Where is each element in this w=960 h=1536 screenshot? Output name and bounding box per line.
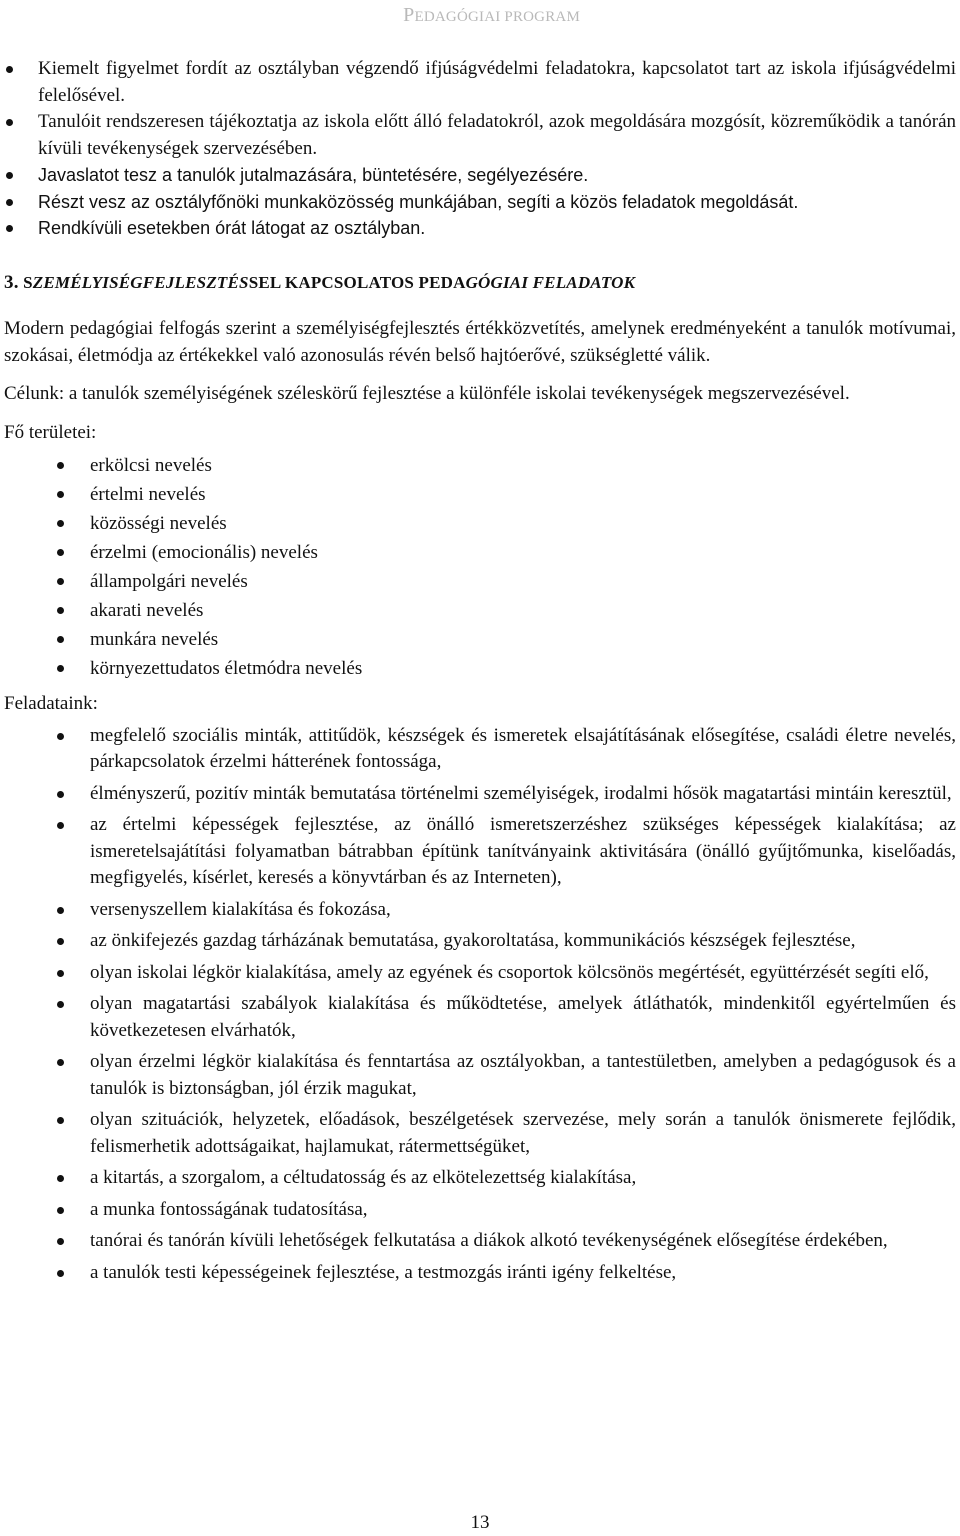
list-item: állampolgári nevelés — [4, 567, 956, 596]
list-item: érzelmi (emocionális) nevelés — [4, 538, 956, 567]
section-title-part: ZEMÉLYISÉGFEJLESZTÉS — [32, 272, 249, 292]
section-title-part: GÓGIAI FELADATOK — [465, 272, 636, 292]
list-item: megfelelő szociális minták, attitűdök, készségek és ismeretek elsajátításának elősegítése, családi életre nevelés, párkapcsolatok érzelmi hátterének fontossága, — [4, 723, 956, 776]
list-item: olyan magatartási szabályok kialakítása és működtetése, amelyek átláthatók, mindenkitől egyértelműen és következetesen elvárhatók, — [4, 991, 956, 1044]
list-item: Rendkívüli esetekben órát látogat az osztályban. — [4, 215, 956, 242]
list-item: a tanulók testi képességeinek fejlesztése, a testmozgás iránti igény felkeltése, — [4, 1260, 956, 1287]
header-initial: P — [403, 4, 415, 26]
list-item: olyan iskolai légkör kialakítása, amely az egyének és csoportok kölcsönös megértését, együttérzését segíti elő, — [4, 960, 956, 987]
list-item: olyan érzelmi légkör kialakítása és fenntartása az osztályokban, a tantestületben, amelyben a pedagógusok és a tanulók is biztonságban, jól érzik magukat, — [4, 1049, 956, 1102]
page-number: 13 — [470, 1512, 490, 1533]
list-item: erkölcsi nevelés — [4, 451, 956, 480]
list-item: Tanulóit rendszeresen tájékoztatja az iskola előtt álló feladatokról, azok megoldására mozgósít, közreműködik a tanórán kívüli tevékenységek szervezésében. — [4, 109, 956, 162]
section-heading — [4, 270, 956, 297]
section-title-part: S — [23, 272, 33, 292]
list-item: környezettudatos életmódra nevelés — [4, 654, 956, 683]
list-item: a munka fontosságának tudatosítása, — [4, 1197, 956, 1224]
list-item: munkára nevelés — [4, 625, 956, 654]
list-item: Kiemelt figyelmet fordít az osztályban végzendő ifjúságvédelmi feladatokra, kapcsolatot tart az iskola ifjúságvédelmi felelősével. — [4, 56, 956, 109]
responsibilities-list — [4, 56, 956, 242]
list-item: az értelmi képességek fejlesztése, az önálló ismeretszerzéshez szükséges képességek kialakítása; az ismeretelsajátítási folyamatban bátrabban építünk tanítványaink aktivitására (önálló gyűjtőmunka, kiselőadás, megfigyelés, kísérlet, keresés a könyvtárban és az Interneten), — [4, 812, 956, 892]
list-item: értelmi nevelés — [4, 480, 956, 509]
list-item: tanórai és tanórán kívüli lehetőségek felkutatása a diákok alkotó tevékenységének elősegítése érdekében, — [4, 1228, 956, 1255]
tasks-label: Feladataink: — [4, 693, 98, 714]
section-number: 3. — [4, 271, 19, 293]
tasks-list — [4, 723, 956, 1287]
list-item: közösségi nevelés — [4, 509, 956, 538]
list-item: versenyszellem kialakítása és fokozása, — [4, 897, 956, 924]
list-item: Részt vesz az osztályfőnöki munkaközösség munkájában, segíti a közös feladatok megoldását. — [4, 189, 956, 216]
list-item: élményszerű, pozitív minták bemutatása történelmi személyiségek, irodalmi hősök magatartási mintáin keresztül, — [4, 781, 956, 808]
intro-paragraph: Modern pedagógiai felfogás szerint a személyiségfejlesztés értékközvetítés, amelynek eredményeként a tanulók motívumai, szokásai, életmódja az értékekkel való azonosulás révén belső hajtóerővé, szükségletté válik. — [4, 318, 956, 366]
document-body — [4, 56, 956, 1291]
goal-paragraph: Célunk: a tanulók személyiségének széleskörű fejlesztése a különféle iskolai tevékenységek megszervezésével. — [4, 383, 850, 404]
list-item: olyan szituációk, helyzetek, előadások, beszélgetések szervezése, mely során a tanulók önismerete fejlődik, felismerhetik adottságaikat, hajlamukat, rátermettségüket, — [4, 1107, 956, 1160]
areas-label: Fő területei: — [4, 421, 97, 443]
page-header — [403, 4, 580, 27]
header-rest: EDAGÓGIAI PROGRAM — [414, 9, 580, 25]
list-item: az önkifejezés gazdag tárházának bemutatása, gyakoroltatása, kommunikációs készségek fejlesztése, — [4, 928, 956, 955]
list-item: Javaslatot tesz a tanulók jutalmazására, büntetésére, segélyezésére. — [4, 162, 956, 189]
list-item: akarati nevelés — [4, 596, 956, 625]
areas-list — [4, 451, 956, 683]
list-item: a kitartás, a szorgalom, a céltudatosság és az elkötelezettség kialakítása, — [4, 1165, 956, 1192]
section-title-part: SEL KAPCSOLATOS PEDA — [248, 272, 466, 292]
